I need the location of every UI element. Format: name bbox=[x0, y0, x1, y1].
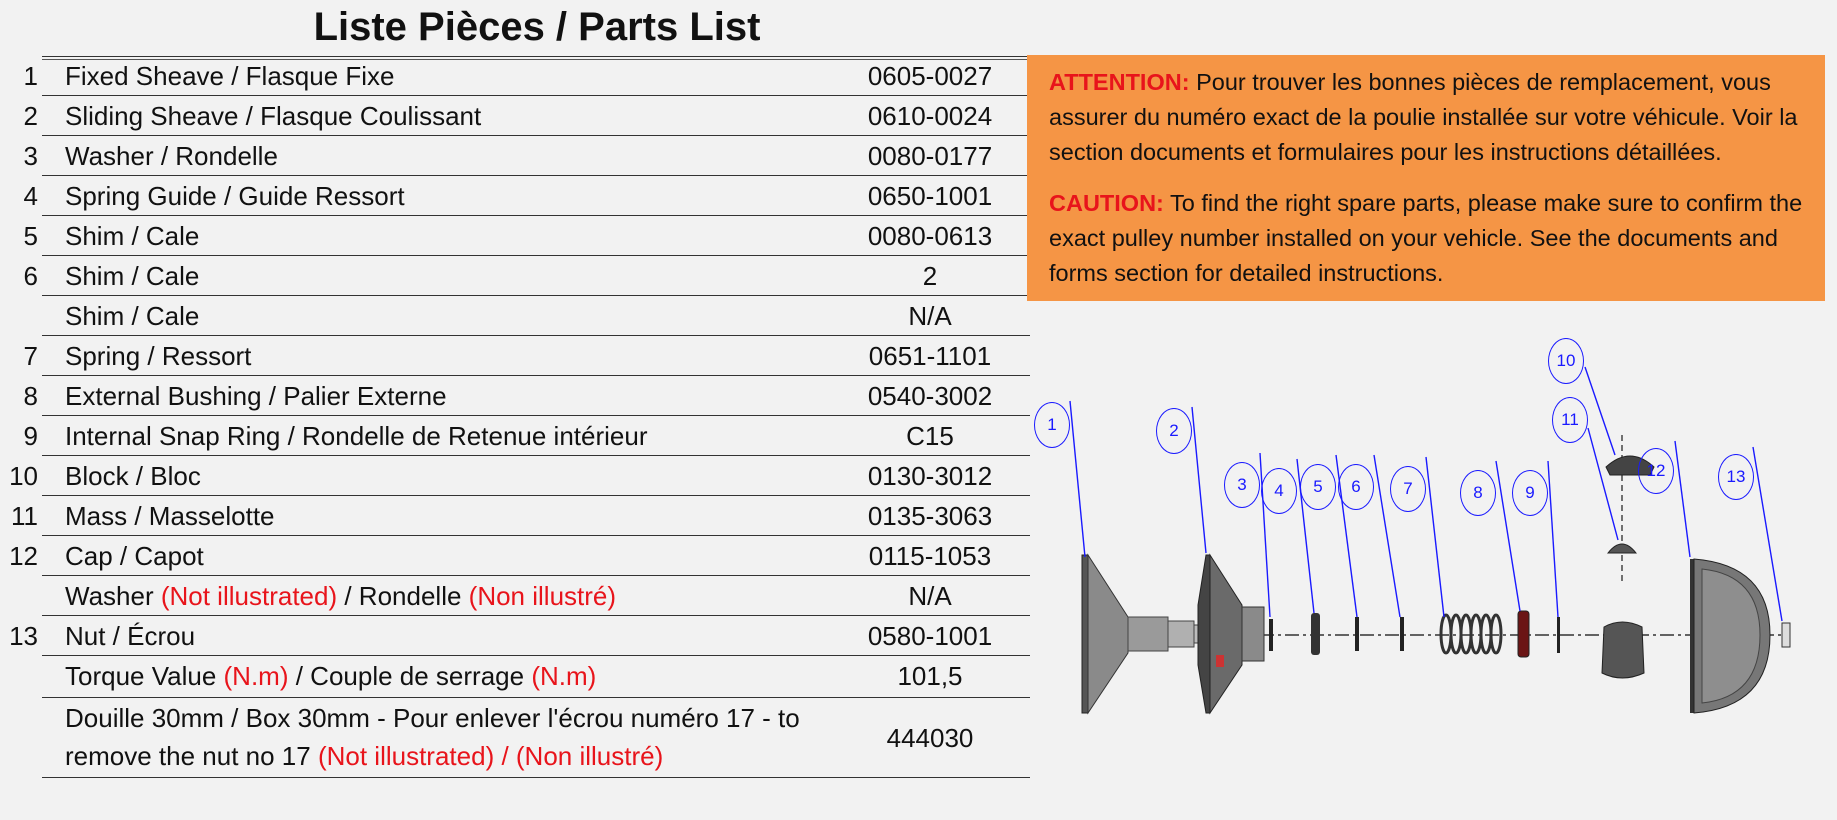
part-number: 6 bbox=[23, 261, 38, 291]
part-number: 12 bbox=[9, 541, 38, 571]
part-code: 0135-3063 bbox=[867, 501, 993, 531]
exploded-view-diagram bbox=[1030, 355, 1837, 725]
washer-row bbox=[0, 576, 1030, 616]
socket-description: Douille 30mm / Box 30mm - Pour enlever l'écrou numéro 17 - to remove the nut no 17 (Not illustrated) / (Non illustré) bbox=[65, 703, 800, 771]
part-row bbox=[0, 496, 1030, 536]
spring-part bbox=[1441, 615, 1501, 653]
block-part bbox=[1602, 622, 1644, 678]
part-row bbox=[0, 616, 1030, 656]
fixed-sheave-part bbox=[1082, 555, 1206, 713]
part-code: 0540-3002 bbox=[867, 381, 993, 411]
part-row bbox=[0, 176, 1030, 216]
non-illustre-note: (Non illustré) bbox=[468, 581, 617, 611]
part-row bbox=[0, 416, 1030, 456]
part-description: Shim / Cale bbox=[65, 261, 200, 291]
page-title: Liste Pièces / Parts List bbox=[313, 5, 761, 49]
part-number: 8 bbox=[23, 381, 38, 411]
part-number: 3 bbox=[23, 141, 38, 171]
part-description: Cap / Capot bbox=[65, 541, 204, 571]
part-row bbox=[0, 536, 1030, 576]
not-illustrated-note: (Not illustrated) bbox=[160, 581, 338, 611]
washer-part bbox=[1269, 619, 1273, 651]
part-number: 11 bbox=[11, 501, 38, 531]
notice-fr bbox=[1049, 65, 1805, 170]
mass-part bbox=[1608, 544, 1636, 553]
part-code: N/A bbox=[908, 581, 952, 611]
part-code: 0115-1053 bbox=[868, 541, 992, 571]
callout-9: 9 bbox=[1512, 470, 1548, 516]
shim-part bbox=[1400, 617, 1404, 651]
part-row bbox=[0, 336, 1030, 376]
part-row bbox=[0, 256, 1030, 296]
callout-1: 1 bbox=[1034, 402, 1070, 448]
part-description: Sliding Sheave / Flasque Coulissant bbox=[65, 101, 482, 131]
part-row bbox=[0, 56, 1030, 96]
sliding-sheave-part bbox=[1198, 555, 1264, 713]
bushing-part bbox=[1518, 611, 1529, 657]
callout-7: 7 bbox=[1390, 466, 1426, 512]
spring-guide-part bbox=[1311, 613, 1320, 655]
torque-value: 101,5 bbox=[897, 661, 963, 691]
part-number: 7 bbox=[23, 341, 38, 371]
part-code: 0651-1101 bbox=[868, 341, 992, 371]
torque-unit: (N.m) bbox=[531, 661, 597, 691]
callout-10: 10 bbox=[1548, 338, 1584, 384]
cap-part bbox=[1690, 559, 1770, 713]
part-description: Mass / Masselotte bbox=[65, 501, 275, 531]
part-description: Fixed Sheave / Flasque Fixe bbox=[65, 61, 395, 91]
part-row bbox=[0, 136, 1030, 176]
shim-part bbox=[1355, 617, 1359, 651]
torque-label: Torque Value (N.m) / Couple de serrage (N.m) bbox=[65, 661, 597, 691]
part-code: 0605-0027 bbox=[867, 61, 993, 91]
part-number: 5 bbox=[23, 221, 38, 251]
part-description: Shim / Cale bbox=[65, 221, 200, 251]
socket-row bbox=[0, 698, 1030, 778]
part-number: 9 bbox=[23, 421, 38, 451]
callout-4: 4 bbox=[1261, 468, 1297, 514]
part-number: 1 bbox=[23, 61, 38, 91]
torque-row bbox=[0, 656, 1030, 698]
not-illustrated-note: (Not illustrated) / (Non illustré) bbox=[317, 741, 664, 771]
part-number: 4 bbox=[23, 181, 38, 211]
part-description: Block / Bloc bbox=[65, 461, 201, 491]
part-description: External Bushing / Palier Externe bbox=[65, 381, 447, 411]
callout-5: 5 bbox=[1300, 464, 1336, 510]
part-code: 0080-0177 bbox=[867, 141, 993, 171]
part-code: 444030 bbox=[886, 723, 974, 753]
part-number: 2 bbox=[23, 101, 38, 131]
part-row bbox=[0, 376, 1030, 416]
notice-en bbox=[1049, 186, 1805, 291]
part-code: 0080-0613 bbox=[867, 221, 993, 251]
caution-notice bbox=[1027, 55, 1825, 301]
part-code: 0650-1001 bbox=[867, 181, 993, 211]
parts-list bbox=[0, 56, 1030, 778]
callout-8: 8 bbox=[1460, 470, 1496, 516]
attention-label: ATTENTION: bbox=[1049, 69, 1190, 95]
part-row bbox=[0, 296, 1030, 336]
part-row bbox=[0, 456, 1030, 496]
part-row bbox=[0, 216, 1030, 256]
part-description: Spring Guide / Guide Ressort bbox=[65, 181, 405, 211]
nut-part bbox=[1782, 623, 1790, 647]
callout-3: 3 bbox=[1224, 462, 1260, 508]
callout-11: 11 bbox=[1552, 397, 1588, 443]
notice-fr-text: Pour trouver les bonnes pièces de remplacement, vous assurer du numéro exact de la poulie installée sur votre véhicule. Voir la section documents et formulaires pour les instructions détaillées. bbox=[1049, 69, 1798, 165]
torque-unit: (N.m) bbox=[223, 661, 289, 691]
part-code: 0610-0024 bbox=[867, 101, 993, 131]
part-number: 10 bbox=[9, 461, 38, 491]
part-code: C15 bbox=[906, 421, 954, 451]
callout-2: 2 bbox=[1156, 408, 1192, 454]
part-code: 0130-3012 bbox=[867, 461, 993, 491]
part-description: Spring / Ressort bbox=[65, 341, 252, 371]
callout-6: 6 bbox=[1338, 464, 1374, 510]
callout-13: 13 bbox=[1718, 454, 1754, 500]
part-description: Washer (Not illustrated) / Rondelle (Non illustré) bbox=[65, 581, 617, 611]
part-description: Internal Snap Ring / Rondelle de Retenue intérieur bbox=[65, 421, 648, 451]
notice-en-text: To find the right spare parts, please make sure to confirm the exact pulley number installed on your vehicle. See the documents and forms section for detailed instructions. bbox=[1049, 190, 1803, 286]
part-number: 13 bbox=[9, 621, 38, 651]
part-description: Washer / Rondelle bbox=[65, 141, 278, 171]
part-code: N/A bbox=[908, 301, 952, 331]
part-description: Shim / Cale bbox=[65, 301, 200, 331]
part-code: 0580-1001 bbox=[867, 621, 993, 651]
part-row bbox=[0, 96, 1030, 136]
part-description: Nut / Écrou bbox=[65, 621, 196, 651]
snap-ring-part bbox=[1557, 617, 1560, 653]
callout-12: 12 bbox=[1638, 448, 1674, 494]
part-code: 2 bbox=[922, 261, 938, 291]
caution-label: CAUTION: bbox=[1049, 190, 1164, 216]
